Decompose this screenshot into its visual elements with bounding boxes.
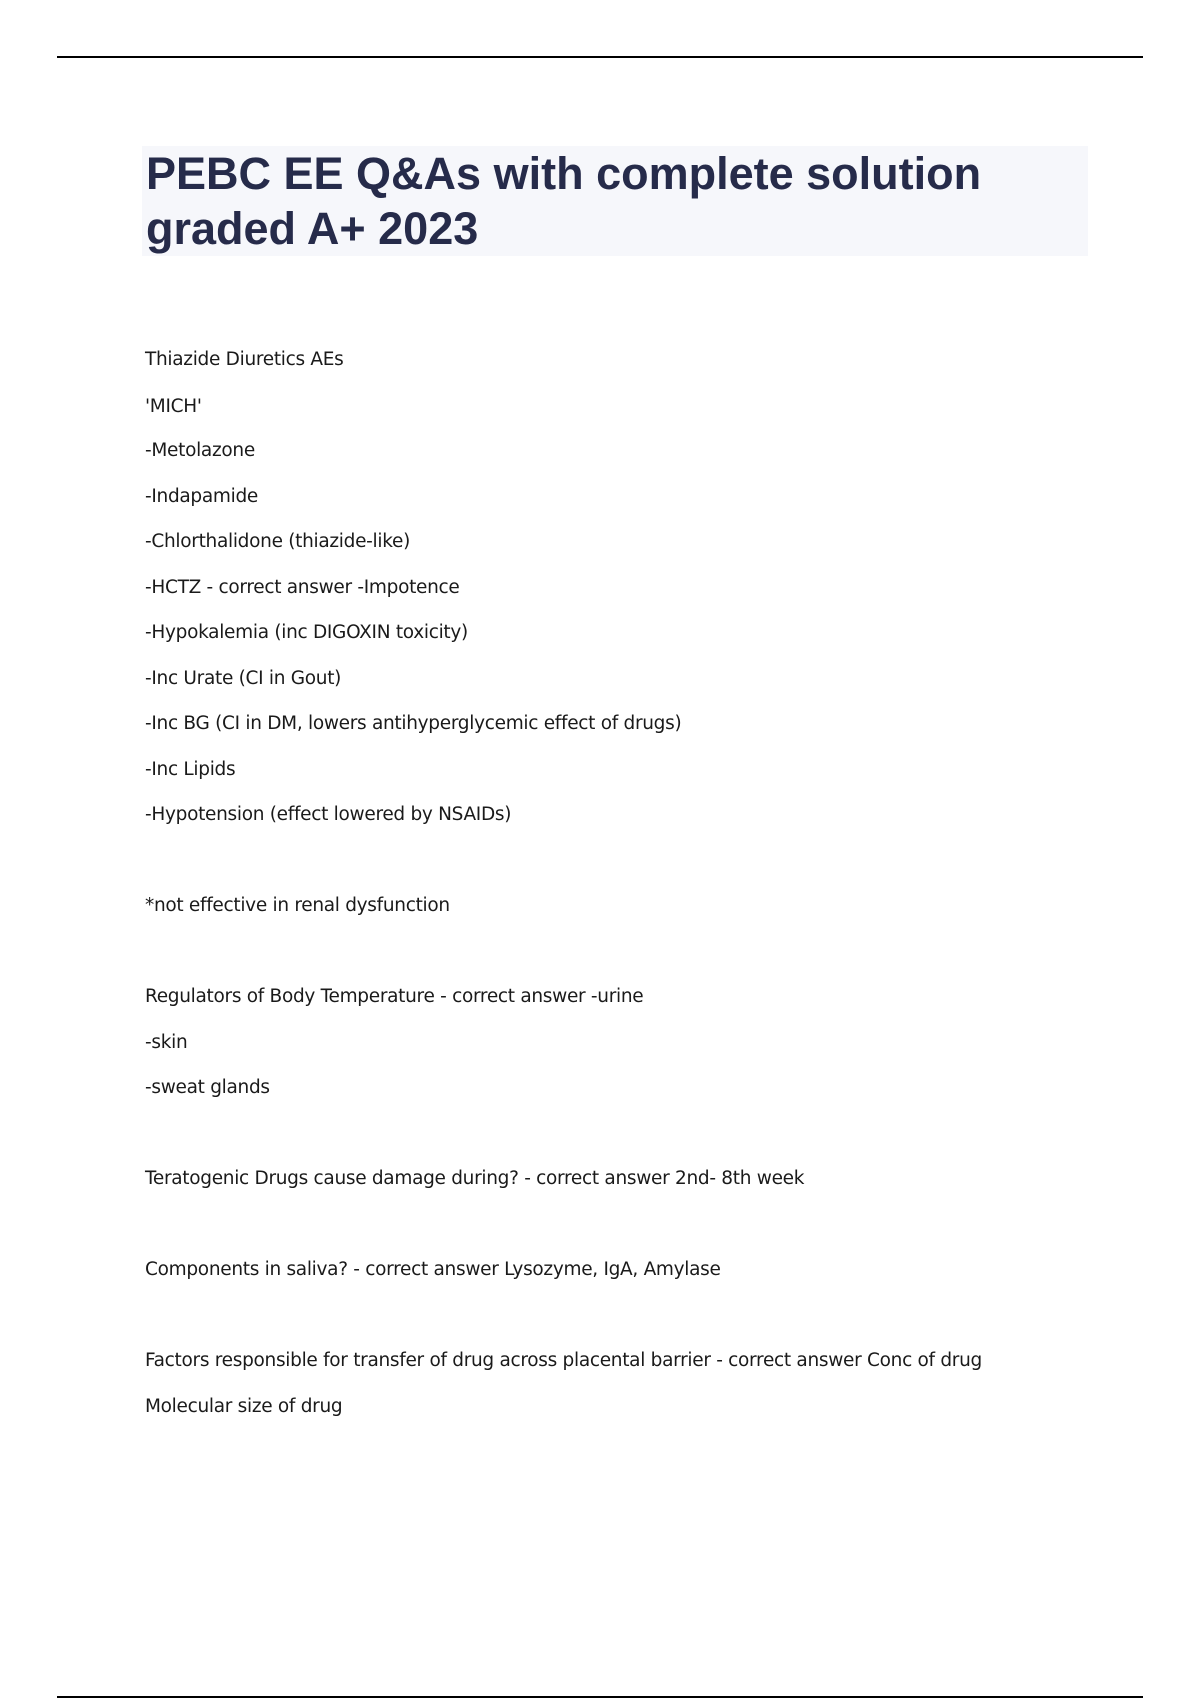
document-title-line-1: PEBC EE Q&As with complete solution xyxy=(146,148,982,199)
text-line: Factors responsible for transfer of drug across placental barrier - correct answer Conc of drug xyxy=(145,1350,982,1371)
text-line: -skin xyxy=(145,1032,188,1053)
text-line: -Hypokalemia (inc DIGOXIN toxicity) xyxy=(145,622,468,643)
top-rule xyxy=(57,56,1143,58)
text-line: Teratogenic Drugs cause damage during? - correct answer 2nd- 8th week xyxy=(145,1168,805,1189)
text-line: -Indapamide xyxy=(145,486,259,507)
bottom-rule xyxy=(57,1696,1143,1698)
text-line: -sweat glands xyxy=(145,1077,270,1098)
title-block xyxy=(142,146,1088,256)
text-line: -Chlorthalidone (thiazide-like) xyxy=(145,531,410,552)
text-line: -Inc Urate (CI in Gout) xyxy=(145,668,342,689)
text-line: Regulators of Body Temperature - correct answer -urine xyxy=(145,986,644,1007)
text-line: -Inc Lipids xyxy=(145,759,236,780)
text-line: Thiazide Diuretics AEs xyxy=(145,349,344,370)
text-line: *not effective in renal dysfunction xyxy=(145,895,450,916)
text-line: -Inc BG (CI in DM, lowers antihyperglycemic effect of drugs) xyxy=(145,713,682,734)
text-line: Molecular size of drug xyxy=(145,1396,343,1417)
text-line: Components in saliva? - correct answer Lysozyme, IgA, Amylase xyxy=(145,1259,721,1280)
text-line: -Metolazone xyxy=(145,440,255,461)
text-line: -HCTZ - correct answer -Impotence xyxy=(145,577,460,598)
text-line: 'MICH' xyxy=(145,396,202,417)
document-title-line-2: graded A+ 2023 xyxy=(146,203,479,254)
text-line: -Hypotension (effect lowered by NSAIDs) xyxy=(145,804,512,825)
